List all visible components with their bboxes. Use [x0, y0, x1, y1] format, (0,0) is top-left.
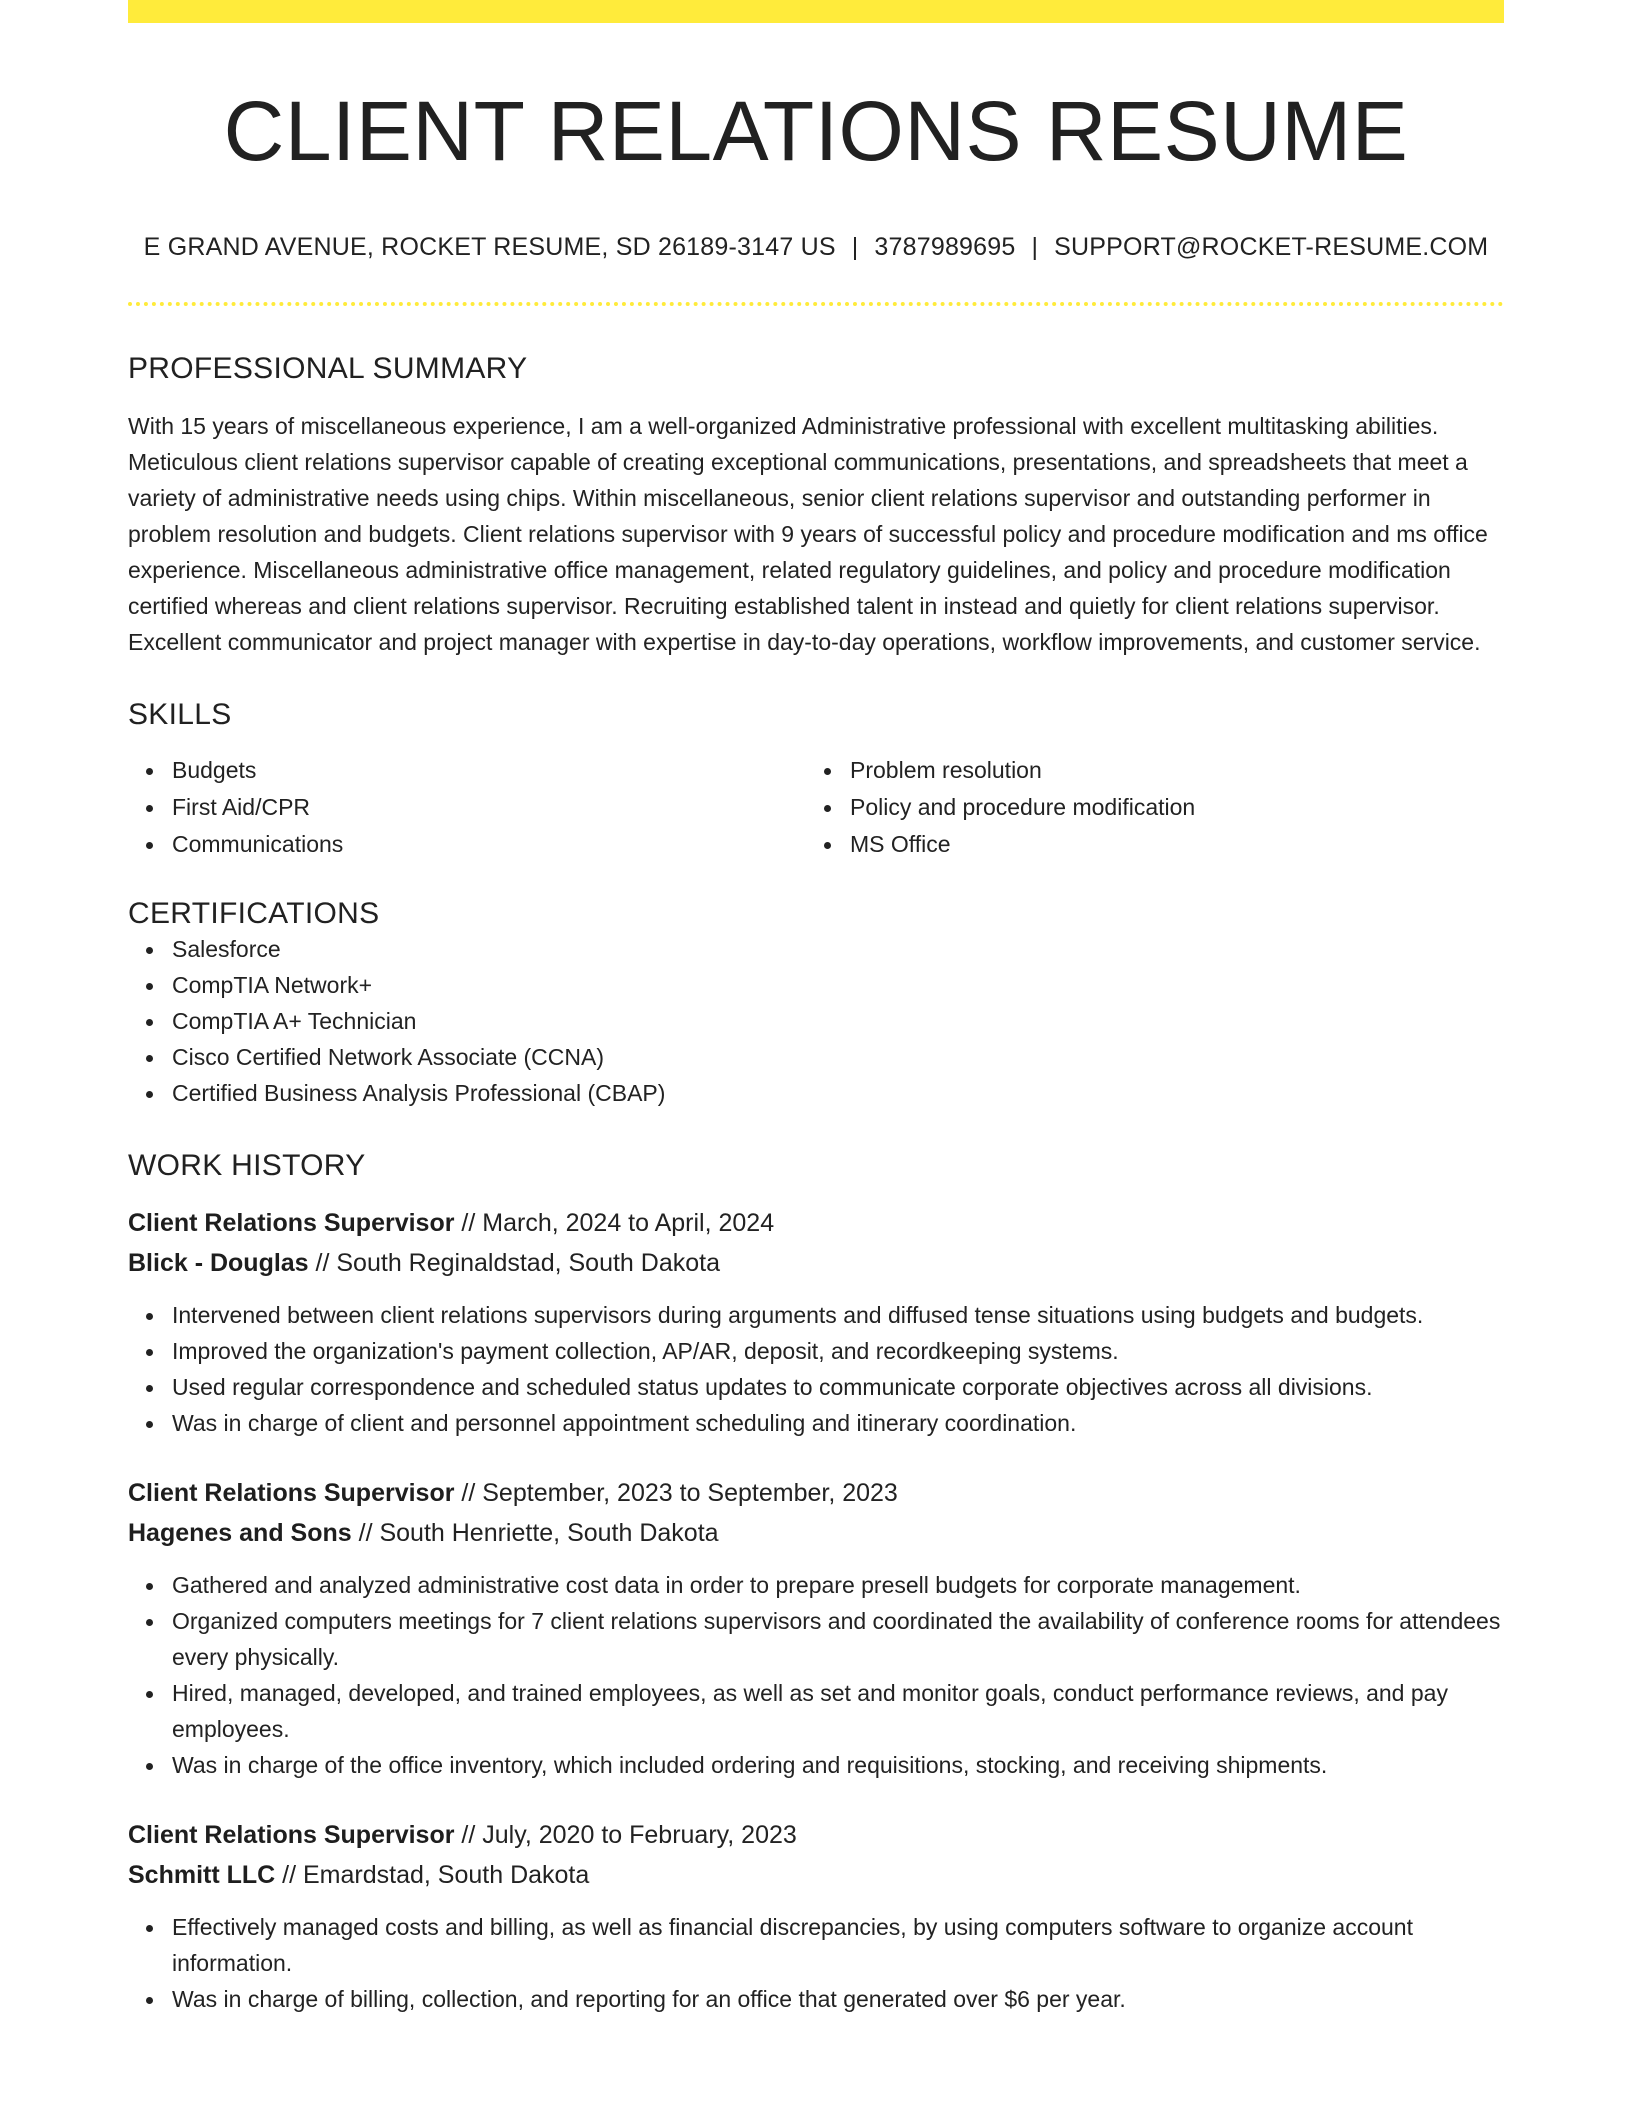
job-location: // South Reginaldstad, South Dakota — [315, 1249, 720, 1278]
job-bullet: Improved the organization's payment collection, AP/AR, deposit, and recordkeeping systems. — [172, 1333, 1504, 1369]
job-company-line — [128, 1855, 1504, 1895]
job-title-line — [128, 1815, 1504, 1855]
certification-item: CompTIA A+ Technician — [172, 1003, 1504, 1039]
certification-item: CompTIA Network+ — [172, 967, 1504, 1003]
summary-heading: PROFESSIONAL SUMMARY — [128, 352, 528, 386]
accent-bar — [128, 0, 1504, 23]
contact-separator: | — [1031, 233, 1039, 262]
job-title: Client Relations Supervisor — [128, 1209, 455, 1238]
job-bullet: Was in charge of billing, collection, and reporting for an office that generated over $6 per year. — [172, 1981, 1504, 2017]
dotted-divider — [128, 302, 1504, 306]
certification-item: Certified Business Analysis Professional (CBAP) — [172, 1075, 1504, 1111]
certification-item: Cisco Certified Network Associate (CCNA) — [172, 1039, 1504, 1075]
job-title: Client Relations Supervisor — [128, 1821, 455, 1850]
skills-heading: SKILLS — [128, 698, 232, 732]
contact-email[interactable]: SUPPORT@ROCKET-RESUME.COM — [1054, 233, 1489, 262]
resume-page — [128, 0, 1504, 2017]
job-bullet: Intervened between client relations supervisors during arguments and diffused tense situations using budgets and budgets. — [172, 1297, 1504, 1333]
work-history-heading: WORK HISTORY — [128, 1149, 366, 1183]
job-bullet: Was in charge of client and personnel appointment scheduling and itinerary coordination. — [172, 1405, 1504, 1441]
job-company: Schmitt LLC — [128, 1861, 276, 1890]
job-title-line — [128, 1203, 1504, 1243]
job-entry — [128, 1473, 1504, 1783]
job-dates: // March, 2024 to April, 2024 — [461, 1209, 775, 1238]
certification-item: Salesforce — [172, 931, 1504, 967]
job-bullets — [128, 1567, 1504, 1783]
job-location: // Emardstad, South Dakota — [282, 1861, 590, 1890]
job-bullet: Hired, managed, developed, and trained employees, as well as set and monitor goals, conduct performance reviews, and pay employees. — [172, 1675, 1504, 1747]
job-company-line — [128, 1513, 1504, 1553]
job-company-line — [128, 1243, 1504, 1283]
skill-item: Policy and procedure modification — [850, 789, 1484, 826]
job-dates: // July, 2020 to February, 2023 — [461, 1821, 797, 1850]
job-title-line — [128, 1473, 1504, 1513]
contact-line — [128, 233, 1504, 262]
job-bullet: Was in charge of the office inventory, which included ordering and requisitions, stocking, and receiving shipments. — [172, 1747, 1504, 1783]
job-bullet: Organized computers meetings for 7 client relations supervisors and coordinated the availability of conference rooms for attendees every physically. — [172, 1603, 1504, 1675]
skill-item: Problem resolution — [850, 752, 1484, 789]
job-bullet: Effectively managed costs and billing, as well as financial discrepancies, by using computers software to organize account information. — [172, 1909, 1504, 1981]
skill-item: MS Office — [850, 826, 1484, 863]
job-entry — [128, 1815, 1504, 2017]
skills-grid — [128, 752, 1504, 863]
certifications-list — [128, 931, 1504, 1111]
job-bullets — [128, 1909, 1504, 2017]
job-entry — [128, 1203, 1504, 1441]
skill-item: First Aid/CPR — [172, 789, 806, 826]
contact-separator: | — [851, 233, 859, 262]
job-bullet: Gathered and analyzed administrative cost data in order to prepare presell budgets for corporate management. — [172, 1567, 1504, 1603]
certifications-heading: CERTIFICATIONS — [128, 897, 380, 931]
skills-list-right — [806, 752, 1484, 863]
job-dates: // September, 2023 to September, 2023 — [461, 1479, 898, 1508]
resume-title: CLIENT RELATIONS RESUME — [223, 84, 1409, 178]
job-company: Blick - Douglas — [128, 1249, 309, 1278]
job-bullets — [128, 1297, 1504, 1441]
job-title: Client Relations Supervisor — [128, 1479, 455, 1508]
skills-list-left — [128, 752, 806, 863]
summary-text: With 15 years of miscellaneous experience, I am a well-organized Administrative professional with excellent multitasking abilities. Meticulous client relations supervisor capable of creating exceptional communications, presentations, and spreadsheets that meet a variety of administrative needs using chips. Within miscellaneous, senior client relations supervisor and outstanding performer in problem resolution and budgets. Client relations supervisor with 9 years of successful policy and procedure modification and ms office experience. Miscellaneous administrative office management, related regulatory guidelines, and policy and procedure modification certified whereas and client relations supervisor. Recruiting established talent in instead and quietly for client relations supervisor. Excellent communicator and project manager with expertise in day-to-day operations, workflow improvements, and customer service. — [128, 413, 1488, 656]
contact-phone: 3787989695 — [874, 233, 1016, 262]
contact-address: E GRAND AVENUE, ROCKET RESUME, SD 26189-3147 US — [143, 233, 836, 262]
skill-item: Budgets — [172, 752, 806, 789]
skill-item: Communications — [172, 826, 806, 863]
job-bullet: Used regular correspondence and scheduled status updates to communicate corporate objectives across all divisions. — [172, 1369, 1504, 1405]
job-company: Hagenes and Sons — [128, 1519, 352, 1548]
job-location: // South Henriette, South Dakota — [358, 1519, 719, 1548]
